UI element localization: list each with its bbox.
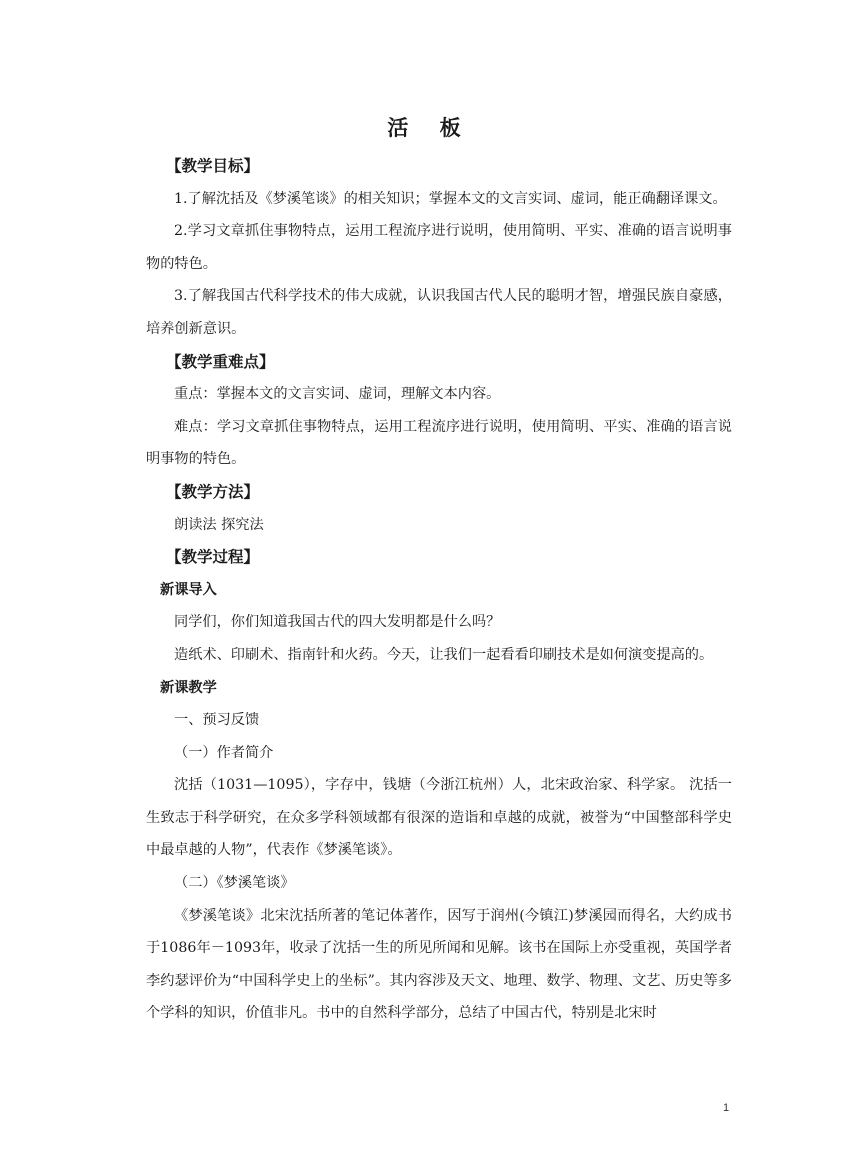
document-title: 活 板 [387,116,473,140]
subheading: 新课教学 [160,679,217,696]
section-heading: 【教学目标】 [166,157,260,175]
section-heading: 【教学过程】 [166,548,260,567]
paragraph: 1.了解沈括及《梦溪笔谈》的相关知识；掌握本文的文言实词、虚词，能正确翻译课文。 [174,190,727,207]
paragraph: （二）《梦溪笔谈》 [174,875,295,892]
paragraph: 一、预习反馈 [174,712,260,729]
paragraph: 重点：掌握本文的文言实词、虚词，理解文本内容。 [174,386,501,403]
section-heading: 【教学重难点】 [166,352,275,371]
paragraph: 2.学习文章抓住事物特点，运用工程流序进行说明，使用简明、平实、准确的语言说明事物的特色。 [146,223,732,272]
paragraph: 造纸术、印刷术、指南针和火药。今天，让我们一起看看印刷技术是如何演变提高的。 [174,646,714,663]
paragraph: （一）作者简介 [174,744,274,761]
paragraph: 同学们，你们知道我国古代的四大发明都是什么吗？ [174,614,501,631]
paragraph: 3.了解我国古代科学技术的伟大成就，认识我国古代人民的聪明才智，增强民族自豪感，培养创新意识。 [146,288,732,337]
paragraph: 朗读法 探究法 [174,516,264,533]
paragraph: 《梦溪笔谈》北宋沈括所著的笔记体著作，因写于润州(今镇江)梦溪园而得名，大约成书于1086年－1093年，收录了沈括一生的所见所闻和见解。该书在国际上亦受重视，英国学者李约瑟评价为“中国科学史上的坐标”。其内容涉及天文、地理、数学、物理、文艺、历史等多个学科的知识，价值非凡。书中的自然科学部分，总结了中国古代，特别是北宋时 [146,907,732,1022]
document-body [146,150,732,1030]
paragraph: 沈括（1031—1095），字存中，钱塘（今浙江杭州）人，北宋政治家、科学家。 沈括一生致志于科学研究，在众多学科领域都有很深的造诣和卓越的成就，被誉为“中国整部科学史中最卓越的人物”，代表作《梦溪笔谈》。 [146,777,732,859]
paragraph: 难点：学习文章抓住事物特点，运用工程流序进行说明，使用简明、平实、准确的语言说明事物的特色。 [146,418,732,468]
section-heading: 【教学方法】 [166,482,260,501]
subheading: 新课导入 [160,581,217,598]
page-number: 1 [723,1102,730,1114]
